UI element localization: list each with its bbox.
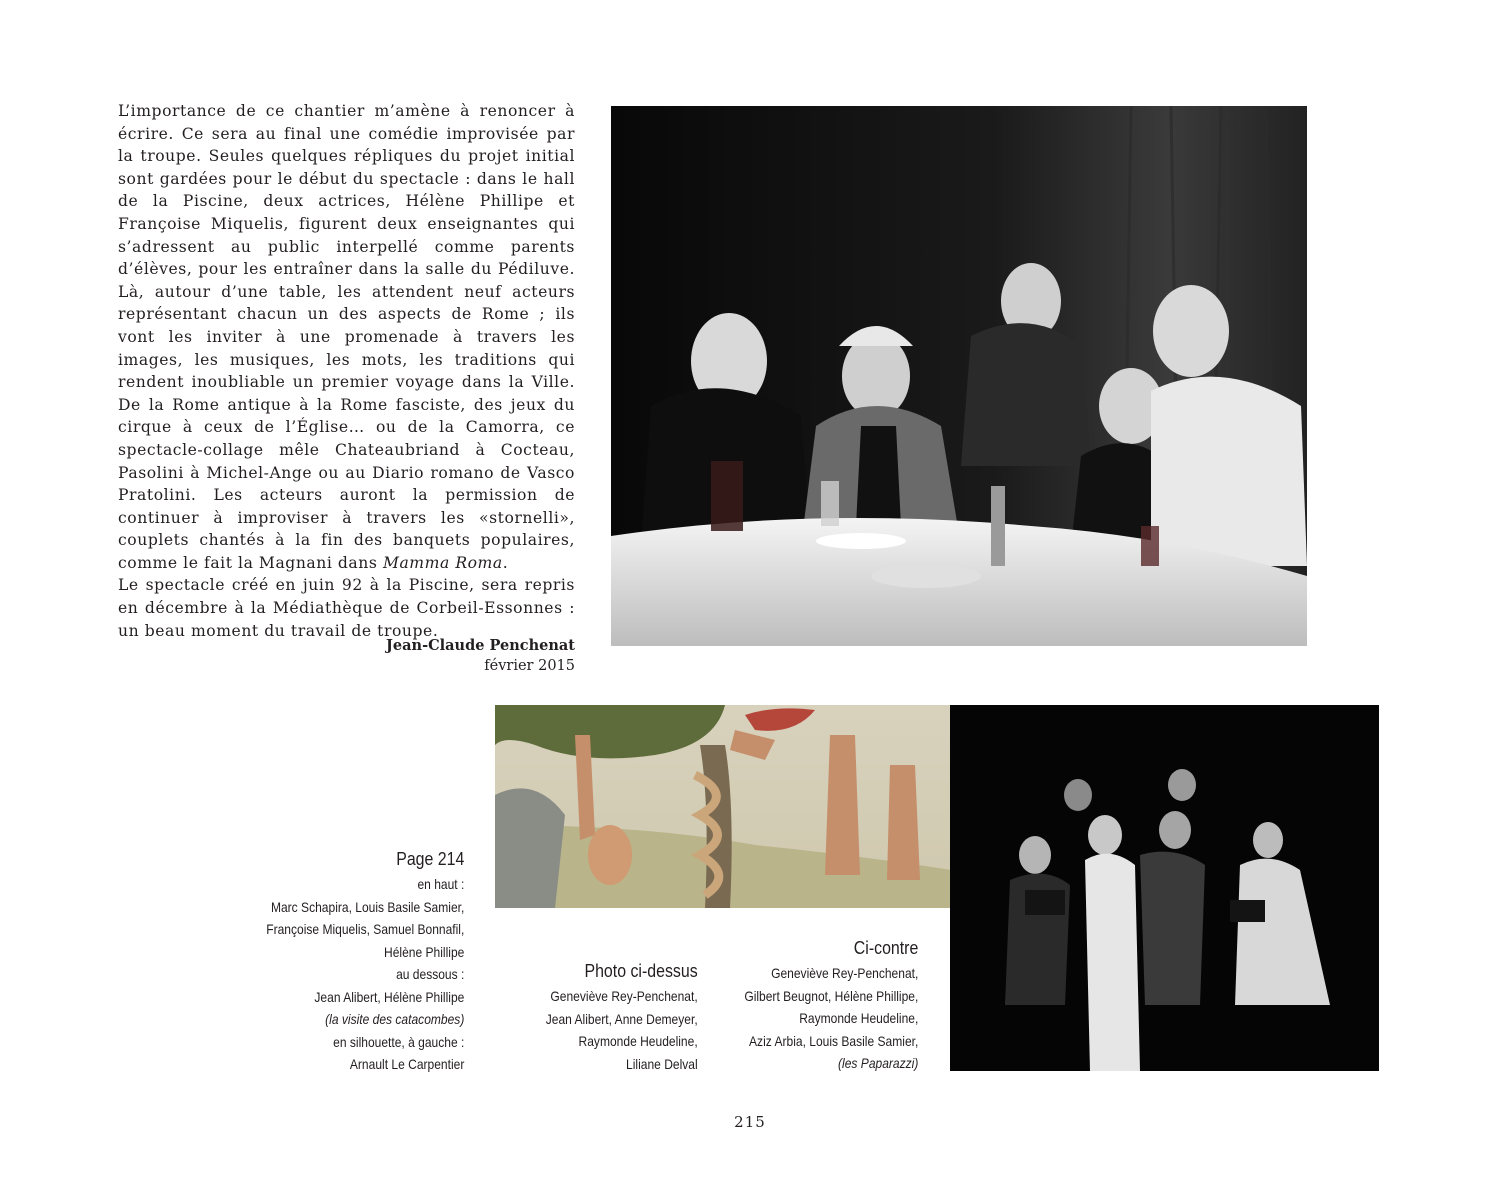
paragraph-2: Le spectacle créé en juin 92 à la Piscine, sera repris en décembre à la Médiathèque de Corbeil-Essonnes : un beau moment du travail de troupe.: [118, 576, 575, 640]
caption-line: Geneviève Rey-Penchenat,: [770, 965, 918, 981]
paparazzi-photo: [950, 705, 1379, 1071]
caption-line: en haut :: [417, 876, 464, 892]
caption-above-heading: Photo ci-dessus: [584, 960, 698, 981]
caption-line: au dessous :: [395, 966, 464, 982]
caption-ci-contre: [744, 934, 918, 1075]
caption-line: Aziz Arbia, Louis Basile Samier,: [748, 1032, 918, 1049]
signature-date: février 2015: [484, 658, 575, 674]
caption-photo-above: [546, 957, 698, 1075]
caption-line: en silhouette, à gauche :: [332, 1033, 464, 1050]
page-number: 215: [734, 1113, 766, 1131]
caption-line: Geneviève Rey-Penchenat,: [550, 988, 698, 1004]
author-name: Jean-Claude Penchenat: [386, 637, 575, 654]
caption-italic-line: (les Paparazzi): [837, 1055, 918, 1071]
caption-italic-line: (la visite des catacombes): [324, 1011, 464, 1027]
caption-line: Françoise Miquelis, Samuel Bonnafil,: [265, 921, 464, 937]
caption-line: Raymonde Heudeline,: [798, 1010, 918, 1026]
banquet-photo: [611, 106, 1307, 646]
caption-contre-heading: Ci-contre: [853, 937, 918, 958]
caption-line: Raymonde Heudeline,: [578, 1033, 698, 1049]
film-title: Mamma Roma: [382, 553, 503, 572]
fresco-image: [495, 705, 951, 908]
caption-line: Gilbert Beugnot, Hélène Phillipe,: [743, 987, 918, 1004]
caption-page214: [266, 845, 464, 1076]
signature: [386, 636, 575, 676]
caption-line: Jean Alibert, Hélène Phillipe: [314, 988, 464, 1005]
body-text: [118, 100, 575, 642]
caption-line: Jean Alibert, Anne Demeyer,: [546, 1010, 698, 1027]
caption-line: Marc Schapira, Louis Basile Samier,: [270, 898, 464, 915]
caption-line: Liliane Delval: [626, 1055, 698, 1072]
paragraph-1: L’importance de ce chantier m’amène à renoncer à écrire. Ce sera au final une comédie improvisée par la troupe. Seules quelques répliques du projet initial sont gardées pour le début du spectacle : dans le hall de la Piscine, deux actrices, Hélène Phillipe et Françoise Miquelis, figurent deux enseignantes qui s’adressent au public interpellé comme parents d’élèves, pour les entraîner dans la salle du Pédiluve. Là, autour d’une table, les attendent neuf acteurs représentant chacun un des aspects de Rome ; ils vont les inviter à une promenade à travers les images, les musiques, les mots, les traditions qui rendent inoubliable un premier voyage dans la Ville. De la Rome antique à la Rome fasciste, des jeux du cirque à ceux de l’Église… ou de la Camorra, ce spectacle-collage mêle Chateaubriand à Cocteau, Pasolini à Michel-Ange ou au Diario romano de Vasco Pratolini. Les acteurs auront la permission de continuer à improviser à travers les «stornelli», couplets chantés à la fin des banquets populaires, comme le fait la Magnani dans Mamma Roma.: [118, 102, 575, 572]
caption-page214-heading: Page 214: [395, 848, 464, 869]
caption-line: Hélène Phillipe: [383, 943, 464, 960]
caption-line: Arnault Le Carpentier: [349, 1056, 464, 1072]
